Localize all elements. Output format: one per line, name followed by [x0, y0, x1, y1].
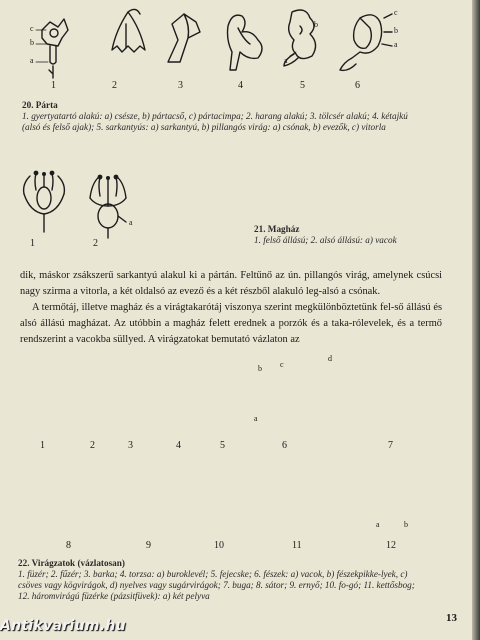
- fig20-6-letter-b: b: [394, 26, 398, 35]
- fig20-number-4: 4: [238, 80, 243, 91]
- fig22-12-letter-b: b: [404, 520, 408, 529]
- corolla-papilionaceous-drawing: [340, 14, 392, 70]
- figure-21-title: 21. Magház: [254, 224, 300, 234]
- fig21-number-2: 2: [93, 238, 98, 249]
- fig22-number-7: 7: [388, 440, 393, 451]
- figure-20-caption-text: 1. gyertyatartó alakú: a) csésze, b) pártacső, c) pártacimpa; 2. harang alakú; 3. tölcsér alakú; 4. kétajkú (alsó és felső ajak); 5. sarkantyús: a) sarkantyú, b) pillangós virág: a) csónak, b) evezők, c) vitorla: [22, 111, 408, 132]
- fig22-number-1: 1: [40, 440, 45, 451]
- figure-20-caption: [22, 100, 422, 133]
- fig20-number-6: 6: [355, 80, 360, 91]
- fig20-5-letter-b: b: [314, 20, 318, 29]
- fig22-6-letter-a: a: [254, 414, 258, 423]
- fig22-6-letter-c: c: [280, 360, 284, 369]
- fig22-number-11: 11: [292, 540, 302, 551]
- body-paragraph-1: dik, máskor zsákszerű sarkantyú alakul ki a pártán. Feltűnő az ún. pillangós virág, amelynek csúcsi nagy szirma a vitorla, a két oldalsó az evező és a két részből alakuló leg-alsó a csónak.: [20, 270, 442, 297]
- book-spine-shadow: [472, 0, 480, 640]
- fig22-number-2: 2: [90, 440, 95, 451]
- inferior-ovary-drawing: [90, 175, 126, 238]
- watermark: Antikvarium.hu: [0, 618, 126, 634]
- figure-22-caption-text: 1. füzér; 2. fűzér; 3. barka; 4. torzsa: a) buroklevél; 5. fejecske; 6. fészek: a) vacok, b) fészekpikke-lyek, c) csöves vagy kögvirágok, d) nyelves vagy sugárvirágok; 7. buga; 8. sátor; 9. ernyő; 10. fo-gó; 11. kettősbog; 12. háromvirágú füzérke (pázsitfüvek): a) két pelyva: [18, 569, 415, 601]
- fig20-5-letter-a: a: [284, 56, 288, 65]
- fig20-letter-c: c: [30, 24, 34, 33]
- fig20-number-5: 5: [300, 80, 305, 91]
- corolla-spurred-drawing: [284, 10, 316, 66]
- fig22-number-4: 4: [176, 440, 181, 451]
- fig22-number-9: 9: [146, 540, 151, 551]
- corolla-bilabiate-drawing: [228, 15, 263, 70]
- fig22-6-letter-b: b: [258, 364, 262, 373]
- fig22-number-10: 10: [214, 540, 224, 551]
- fig22-number-5: 5: [220, 440, 225, 451]
- figure-21-caption: [254, 224, 454, 246]
- figure-21-caption-text: 1. felső állású; 2. alsó állású: a) vacok: [254, 235, 397, 245]
- fig21-letter-a: a: [129, 218, 133, 227]
- fig20-6-letter-a: a: [394, 40, 398, 49]
- page-number: 13: [446, 612, 457, 624]
- fig20-number-1: 1: [51, 80, 56, 91]
- fig22-number-8: 8: [66, 540, 71, 551]
- fig22-6-letter-d: d: [328, 354, 332, 363]
- fig20-number-3: 3: [178, 80, 183, 91]
- figure-22-caption: [18, 558, 422, 602]
- fig22-number-3: 3: [128, 440, 133, 451]
- corolla-salverform-drawing: [42, 19, 68, 78]
- figure-22-title: 22. Virágzatok (vázlatosan): [18, 558, 125, 568]
- fig20-6-letter-c: c: [394, 8, 398, 17]
- body-text: [20, 268, 442, 348]
- fig22-number-6: 6: [282, 440, 287, 451]
- figure-20-title: 20. Párta: [22, 100, 58, 110]
- fig22-number-12: 12: [386, 540, 396, 551]
- fig21-number-1: 1: [30, 238, 35, 249]
- fig20-number-2: 2: [112, 80, 117, 91]
- fig22-12-letter-a: a: [376, 520, 380, 529]
- fig20-letter-a: a: [30, 56, 34, 65]
- corolla-funnelform-drawing: [168, 14, 200, 62]
- corolla-campanulate-drawing: [112, 9, 145, 52]
- body-paragraph-2: A termőtáj, illetve magház és a virágtakarótáj viszonya szerint megkülönböztetünk fel-ső állású és alsó állású magházat. Az utóbbin a magház felett erednek a porzók és a taka-rólevelek, és a termő rendszerint a vacokba süllyed. A virágzatokat bemutató vázlaton az: [20, 302, 442, 345]
- fig20-letter-b: b: [30, 38, 34, 47]
- superior-ovary-drawing: [24, 171, 65, 232]
